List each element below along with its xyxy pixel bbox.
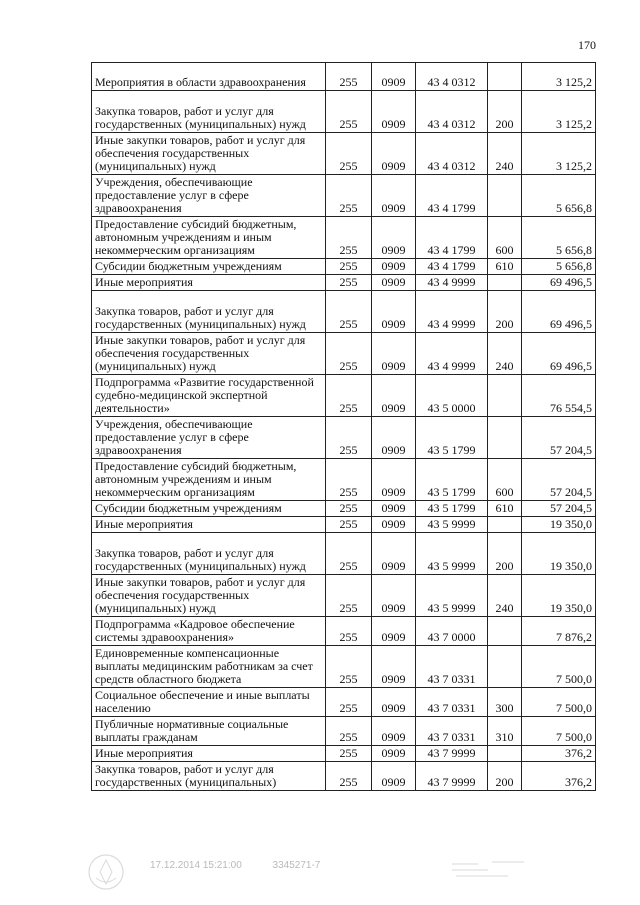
cell-amount: 69 496,5 xyxy=(522,333,596,375)
cell-expense-type xyxy=(488,517,522,533)
cell-amount: 5 656,8 xyxy=(522,175,596,217)
cell-section-code: 0909 xyxy=(372,688,416,717)
cell-amount: 57 204,5 xyxy=(522,501,596,517)
cell-amount: 57 204,5 xyxy=(522,417,596,459)
cell-expense-type xyxy=(488,417,522,459)
cell-expense-type xyxy=(488,646,522,688)
cell-amount: 376,2 xyxy=(522,762,596,791)
cell-admin-code: 255 xyxy=(326,501,372,517)
cell-admin-code: 255 xyxy=(326,275,372,291)
cell-expense-type xyxy=(488,375,522,417)
cell-section-code: 0909 xyxy=(372,459,416,501)
cell-section-code: 0909 xyxy=(372,63,416,91)
table-row xyxy=(92,175,596,217)
cell-section-code: 0909 xyxy=(372,375,416,417)
cell-section-code: 0909 xyxy=(372,333,416,375)
seal-icon xyxy=(86,852,126,892)
table-row xyxy=(92,375,596,417)
footer-timestamp: 17.12.2014 15:21:00 xyxy=(150,860,242,871)
cell-target-code: 43 5 9999 xyxy=(416,533,488,575)
cell-target-code: 43 7 0331 xyxy=(416,646,488,688)
cell-name: Иные мероприятия xyxy=(92,275,326,291)
cell-amount: 376,2 xyxy=(522,746,596,762)
cell-name: Иные мероприятия xyxy=(92,517,326,533)
cell-amount: 5 656,8 xyxy=(522,259,596,275)
table-row xyxy=(92,617,596,646)
cell-amount: 3 125,2 xyxy=(522,91,596,133)
table-row xyxy=(92,91,596,133)
cell-expense-type xyxy=(488,617,522,646)
cell-amount: 7 500,0 xyxy=(522,717,596,746)
cell-expense-type: 240 xyxy=(488,133,522,175)
cell-amount: 19 350,0 xyxy=(522,575,596,617)
cell-section-code: 0909 xyxy=(372,517,416,533)
cell-expense-type: 610 xyxy=(488,501,522,517)
cell-name: Закупка товаров, работ и услуг для государственных (муниципальных) нужд xyxy=(92,533,326,575)
table-row xyxy=(92,417,596,459)
cell-target-code: 43 4 9999 xyxy=(416,291,488,333)
cell-expense-type: 200 xyxy=(488,91,522,133)
cell-amount: 19 350,0 xyxy=(522,533,596,575)
cell-name: Мероприятия в области здравоохранения xyxy=(92,63,326,91)
cell-expense-type: 600 xyxy=(488,217,522,259)
cell-name: Учреждения, обеспечивающие предоставление услуг в сфере здравоохранения xyxy=(92,417,326,459)
cell-expense-type xyxy=(488,275,522,291)
cell-section-code: 0909 xyxy=(372,501,416,517)
cell-section-code: 0909 xyxy=(372,646,416,688)
cell-name: Субсидии бюджетным учреждениям xyxy=(92,259,326,275)
cell-name: Подпрограмма «Кадровое обеспечение системы здравоохранения» xyxy=(92,617,326,646)
cell-target-code: 43 5 0000 xyxy=(416,375,488,417)
cell-expense-type: 610 xyxy=(488,259,522,275)
cell-admin-code: 255 xyxy=(326,746,372,762)
cell-admin-code: 255 xyxy=(326,217,372,259)
table-row xyxy=(92,63,596,91)
cell-name: Закупка товаров, работ и услуг для государственных (муниципальных) нужд xyxy=(92,91,326,133)
cell-admin-code: 255 xyxy=(326,259,372,275)
cell-expense-type xyxy=(488,175,522,217)
cell-target-code: 43 7 0331 xyxy=(416,688,488,717)
cell-admin-code: 255 xyxy=(326,375,372,417)
cell-admin-code: 255 xyxy=(326,417,372,459)
cell-admin-code: 255 xyxy=(326,688,372,717)
cell-name: Единовременные компенсационные выплаты медицинским работникам за счет средств областного бюджета xyxy=(92,646,326,688)
cell-target-code: 43 5 9999 xyxy=(416,517,488,533)
table-row xyxy=(92,501,596,517)
cell-target-code: 43 7 9999 xyxy=(416,762,488,791)
cell-name: Подпрограмма «Развитие государственной судебно-медицинской экспертной деятельности» xyxy=(92,375,326,417)
cell-section-code: 0909 xyxy=(372,717,416,746)
cell-admin-code: 255 xyxy=(326,291,372,333)
cell-section-code: 0909 xyxy=(372,217,416,259)
footer xyxy=(150,860,348,871)
cell-admin-code: 255 xyxy=(326,575,372,617)
cell-target-code: 43 4 1799 xyxy=(416,217,488,259)
cell-target-code: 43 4 1799 xyxy=(416,259,488,275)
table-row xyxy=(92,575,596,617)
cell-admin-code: 255 xyxy=(326,133,372,175)
cell-section-code: 0909 xyxy=(372,133,416,175)
footer-doc-code: 3345271-7 xyxy=(272,860,321,871)
cell-amount: 7 876,2 xyxy=(522,617,596,646)
cell-name: Учреждения, обеспечивающие предоставление услуг в сфере здравоохранения xyxy=(92,175,326,217)
cell-name: Закупка товаров, работ и услуг для государственных (муниципальных) xyxy=(92,762,326,791)
cell-target-code: 43 5 1799 xyxy=(416,459,488,501)
table-row xyxy=(92,259,596,275)
cell-amount: 19 350,0 xyxy=(522,517,596,533)
cell-amount: 3 125,2 xyxy=(522,133,596,175)
cell-amount: 57 204,5 xyxy=(522,459,596,501)
cell-admin-code: 255 xyxy=(326,762,372,791)
cell-amount: 69 496,5 xyxy=(522,291,596,333)
table-row xyxy=(92,746,596,762)
cell-amount: 7 500,0 xyxy=(522,646,596,688)
cell-target-code: 43 4 9999 xyxy=(416,275,488,291)
cell-admin-code: 255 xyxy=(326,717,372,746)
cell-amount: 5 656,8 xyxy=(522,217,596,259)
cell-expense-type: 200 xyxy=(488,533,522,575)
table-row xyxy=(92,275,596,291)
cell-target-code: 43 4 0312 xyxy=(416,91,488,133)
cell-section-code: 0909 xyxy=(372,575,416,617)
cell-section-code: 0909 xyxy=(372,617,416,646)
table-row xyxy=(92,646,596,688)
table-row xyxy=(92,291,596,333)
table-row xyxy=(92,688,596,717)
table-row xyxy=(92,533,596,575)
cell-name: Субсидии бюджетным учреждениям xyxy=(92,501,326,517)
cell-section-code: 0909 xyxy=(372,533,416,575)
cell-section-code: 0909 xyxy=(372,275,416,291)
cell-expense-type: 200 xyxy=(488,291,522,333)
cell-name: Иные закупки товаров, работ и услуг для обеспечения государственных (муниципальных) нужд xyxy=(92,333,326,375)
cell-target-code: 43 7 0000 xyxy=(416,617,488,646)
cell-target-code: 43 5 1799 xyxy=(416,417,488,459)
cell-target-code: 43 7 9999 xyxy=(416,746,488,762)
table-row xyxy=(92,762,596,791)
cell-section-code: 0909 xyxy=(372,746,416,762)
budget-table xyxy=(91,62,596,791)
cell-section-code: 0909 xyxy=(372,417,416,459)
table-row xyxy=(92,133,596,175)
cell-admin-code: 255 xyxy=(326,91,372,133)
cell-section-code: 0909 xyxy=(372,259,416,275)
cell-name: Предоставление субсидий бюджетным, автономным учреждениям и иным некоммерческим организациям xyxy=(92,459,326,501)
cell-admin-code: 255 xyxy=(326,617,372,646)
cell-section-code: 0909 xyxy=(372,291,416,333)
cell-name: Предоставление субсидий бюджетным, автономным учреждениям и иным некоммерческим организациям xyxy=(92,217,326,259)
table-row xyxy=(92,717,596,746)
cell-amount: 76 554,5 xyxy=(522,375,596,417)
cell-amount: 3 125,2 xyxy=(522,63,596,91)
cell-expense-type: 310 xyxy=(488,717,522,746)
cell-section-code: 0909 xyxy=(372,175,416,217)
cell-amount: 7 500,0 xyxy=(522,688,596,717)
cell-section-code: 0909 xyxy=(372,91,416,133)
cell-admin-code: 255 xyxy=(326,175,372,217)
page-number: 170 xyxy=(578,38,596,52)
cell-expense-type: 240 xyxy=(488,575,522,617)
watermark-icon xyxy=(448,856,528,880)
cell-name: Иные закупки товаров, работ и услуг для обеспечения государственных (муниципальных) нужд xyxy=(92,575,326,617)
cell-expense-type: 300 xyxy=(488,688,522,717)
cell-admin-code: 255 xyxy=(326,646,372,688)
cell-section-code: 0909 xyxy=(372,762,416,791)
cell-expense-type: 600 xyxy=(488,459,522,501)
cell-target-code: 43 4 1799 xyxy=(416,175,488,217)
cell-admin-code: 255 xyxy=(326,63,372,91)
cell-expense-type xyxy=(488,63,522,91)
cell-admin-code: 255 xyxy=(326,517,372,533)
cell-admin-code: 255 xyxy=(326,533,372,575)
cell-amount: 69 496,5 xyxy=(522,275,596,291)
cell-name: Публичные нормативные социальные выплаты гражданам xyxy=(92,717,326,746)
cell-admin-code: 255 xyxy=(326,333,372,375)
cell-expense-type: 200 xyxy=(488,762,522,791)
table-row xyxy=(92,217,596,259)
cell-target-code: 43 4 0312 xyxy=(416,133,488,175)
cell-expense-type: 240 xyxy=(488,333,522,375)
cell-target-code: 43 5 9999 xyxy=(416,575,488,617)
cell-target-code: 43 4 0312 xyxy=(416,63,488,91)
budget-table-body xyxy=(92,63,596,791)
cell-admin-code: 255 xyxy=(326,459,372,501)
table-row xyxy=(92,459,596,501)
cell-name: Иные мероприятия xyxy=(92,746,326,762)
cell-target-code: 43 4 9999 xyxy=(416,333,488,375)
cell-name: Закупка товаров, работ и услуг для государственных (муниципальных) нужд xyxy=(92,291,326,333)
table-row xyxy=(92,333,596,375)
cell-name: Социальное обеспечение и иные выплаты населению xyxy=(92,688,326,717)
cell-expense-type xyxy=(488,746,522,762)
table-row xyxy=(92,517,596,533)
cell-target-code: 43 7 0331 xyxy=(416,717,488,746)
cell-name: Иные закупки товаров, работ и услуг для обеспечения государственных (муниципальных) нужд xyxy=(92,133,326,175)
cell-target-code: 43 5 1799 xyxy=(416,501,488,517)
